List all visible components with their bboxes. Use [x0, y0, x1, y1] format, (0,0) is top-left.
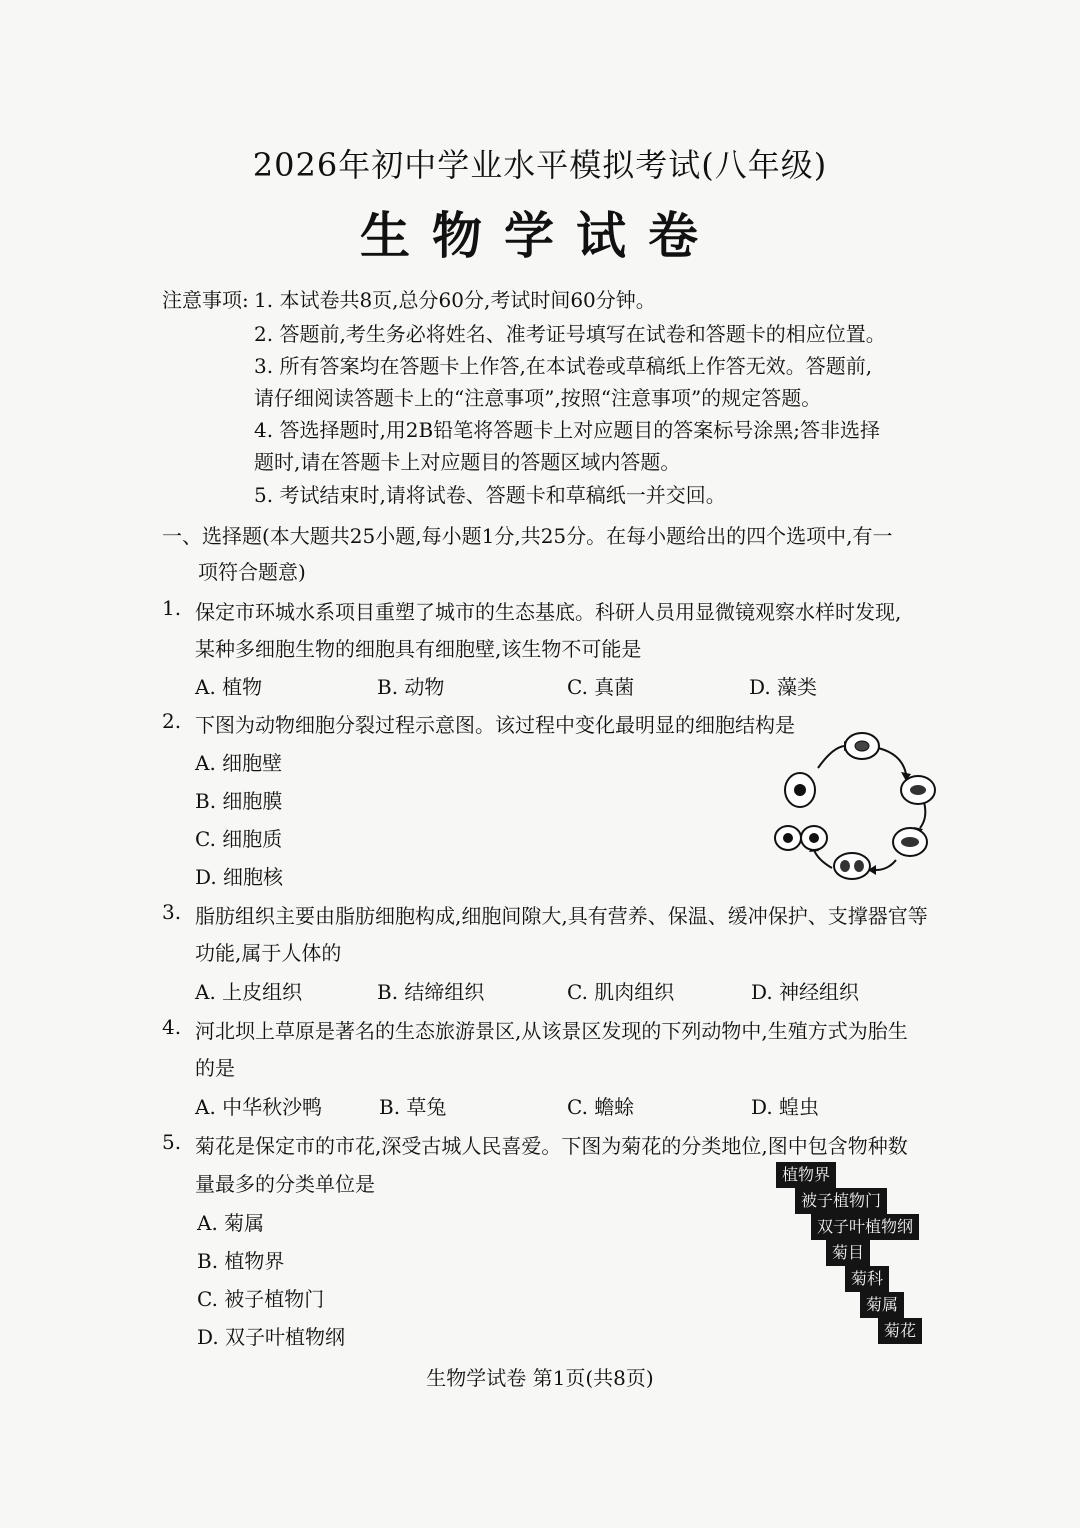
- option-a: A. 菊属: [197, 1211, 265, 1235]
- note-item: 题时,请在答题卡上对应题目的答题区域内答题。: [254, 450, 681, 474]
- option-d: D. 藻类: [749, 675, 818, 699]
- option-b: B. 动物: [377, 675, 445, 699]
- taxon-box: 菊科: [845, 1266, 889, 1292]
- option-d: D. 双子叶植物纲: [197, 1325, 346, 1349]
- cell-stage-5: [834, 853, 870, 879]
- page-footer: 生物学试卷 第1页(共8页): [426, 1366, 654, 1390]
- cycle-arrow: [920, 802, 925, 828]
- question-number: 4.: [162, 1015, 182, 1039]
- section-line: 一、选择题(本大题共25小题,每小题1分,共25分。在每小题给出的四个选项中,有一: [162, 524, 893, 548]
- option-d: D. 神经组织: [751, 980, 860, 1004]
- note-item: 4. 答选择题时,用2B铅笔将答题卡上对应题目的答案标号涂黑;答非选择: [254, 418, 880, 442]
- option-c: C. 被子植物门: [197, 1287, 325, 1311]
- question-text: 功能,属于人体的: [195, 941, 342, 965]
- option-a: A. 中华秋沙鸭: [195, 1095, 323, 1119]
- taxon-box: 被子植物门: [795, 1188, 887, 1214]
- cell-stage-1: [785, 773, 815, 807]
- question-text: 下图为动物细胞分裂过程示意图。该过程中变化最明显的细胞结构是: [195, 713, 795, 737]
- cycle-arrow: [876, 860, 896, 870]
- exam-title: 2026年初中学业水平模拟考试(八年级): [252, 146, 828, 184]
- question-text: 量最多的分类单位是: [195, 1172, 375, 1196]
- note-item: 2. 答题前,考生务必将姓名、准考证号填写在试卷和答题卡的相应位置。: [254, 322, 886, 346]
- option-a: A. 细胞壁: [195, 751, 283, 775]
- taxon-box: 双子叶植物纲: [811, 1214, 919, 1240]
- section-line: 项符合题意): [198, 560, 306, 584]
- cell-stage-6: [775, 826, 827, 850]
- option-d: D. 细胞核: [195, 865, 284, 889]
- cell-stage-4: [893, 828, 927, 856]
- cycle-arrow: [878, 748, 906, 774]
- taxon-box: 菊属: [860, 1292, 904, 1318]
- question-text: 菊花是保定市的市花,深受古城人民喜爱。下图为菊花的分类地位,图中包含物种数: [195, 1134, 908, 1158]
- subject-title: 生物学试卷: [360, 207, 720, 265]
- option-c: C. 蟾蜍: [567, 1095, 635, 1119]
- option-b: B. 细胞膜: [195, 789, 283, 813]
- cycle-arrow: [818, 746, 844, 768]
- option-a: A. 植物: [195, 675, 263, 699]
- notes-lead: 注意事项:: [162, 288, 249, 312]
- option-a: A. 上皮组织: [195, 980, 303, 1004]
- question-text: 河北坝上草原是著名的生态旅游景区,从该景区发现的下列动物中,生殖方式为胎生: [195, 1019, 908, 1043]
- option-b: B. 结缔组织: [377, 980, 485, 1004]
- note-item: 1. 本试卷共8页,总分60分,考试时间60分钟。: [254, 288, 656, 312]
- note-item: 请仔细阅读答题卡上的“注意事项”,按照“注意事项”的规定答题。: [254, 386, 822, 410]
- question-text: 某种多细胞生物的细胞具有细胞壁,该生物不可能是: [195, 637, 642, 661]
- option-b: B. 草兔: [379, 1095, 447, 1119]
- cell-stage-2: [845, 733, 879, 759]
- cell-division-figure: [770, 732, 950, 884]
- question-text: 保定市环城水系项目重塑了城市的生态基底。科研人员用显微镜观察水样时发现,: [195, 600, 902, 624]
- option-b: B. 植物界: [197, 1249, 285, 1273]
- option-c: C. 细胞质: [195, 827, 283, 851]
- question-number: 2.: [162, 709, 182, 733]
- option-c: C. 真菌: [567, 675, 635, 699]
- taxon-box: 菊花: [878, 1318, 922, 1344]
- option-d: D. 蝗虫: [751, 1095, 820, 1119]
- taxon-box: 菊目: [826, 1240, 870, 1266]
- note-item: 5. 考试结束时,请将试卷、答题卡和草稿纸一并交回。: [254, 483, 726, 507]
- question-text: 脂肪组织主要由脂肪细胞构成,细胞间隙大,具有营养、保温、缓冲保护、支撑器官等: [195, 904, 928, 928]
- cell-stage-3: [901, 776, 935, 804]
- question-text: 的是: [195, 1056, 235, 1080]
- option-c: C. 肌肉组织: [567, 980, 675, 1004]
- note-item: 3. 所有答案均在答题卡上作答,在本试卷或草稿纸上作答无效。答题前,: [254, 354, 873, 378]
- cycle-arrow: [814, 850, 832, 868]
- question-number: 5.: [162, 1130, 182, 1154]
- question-number: 3.: [162, 900, 182, 924]
- taxon-box: 植物界: [776, 1162, 836, 1188]
- question-number: 1.: [162, 596, 182, 620]
